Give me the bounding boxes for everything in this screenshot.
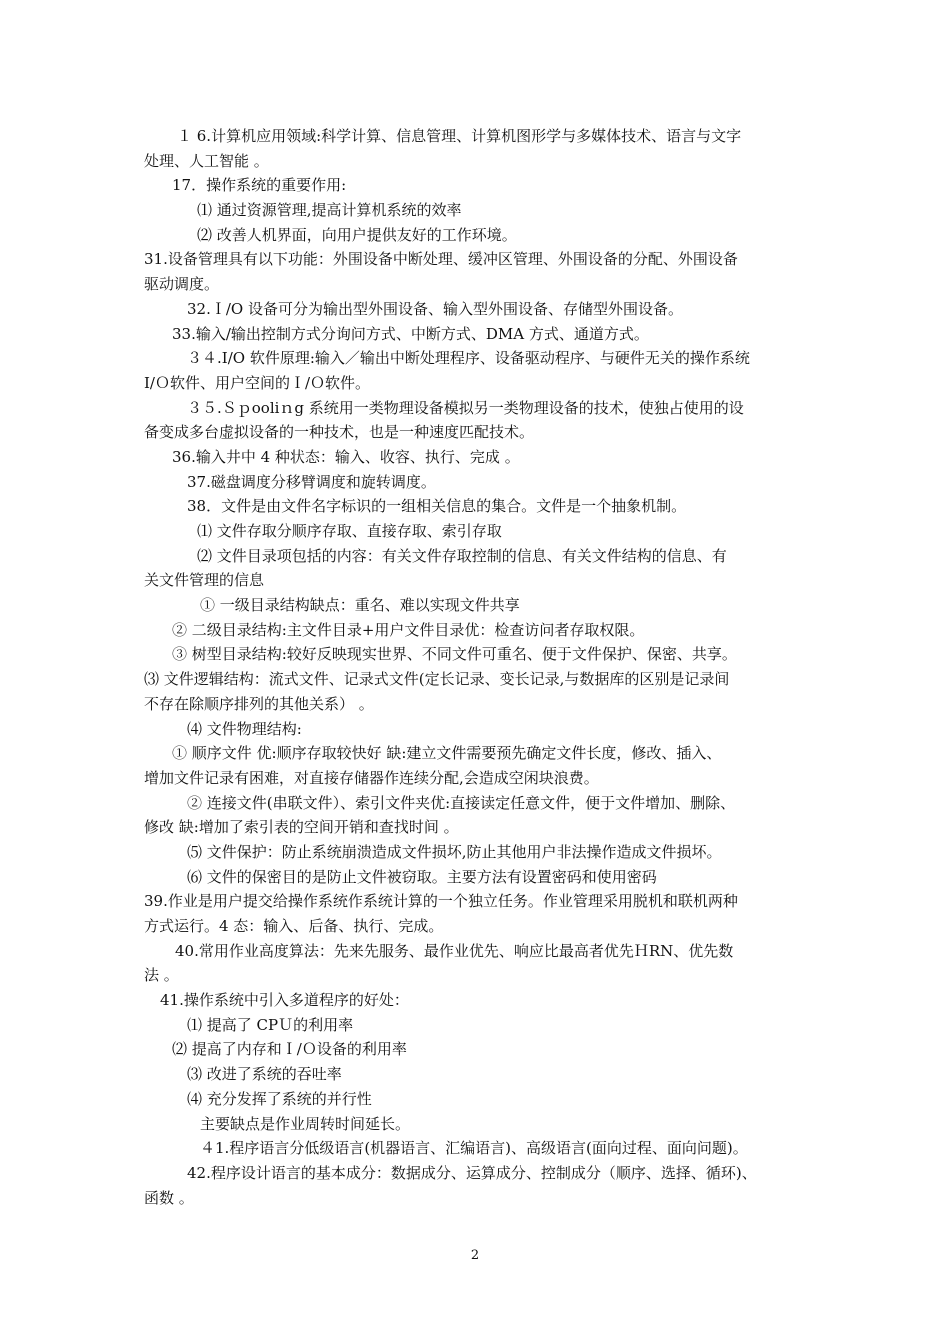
text-line: 38．文件是由文件名字标识的一组相关信息的集合。文件是一个抽象机制。 [187,497,687,516]
text-line: ３５.Ｓｐooliｎg 系统用一类物理设备模拟另一类物理设备的技术，使独占使用的设 [187,398,744,417]
text-line: ① 顺序文件 优:顺序存取较快好 缺:建立文件需要预先确定文件长度，修改、插入、 [172,744,722,763]
text-line: 修改 缺:增加了索引表的空间开销和查找时间 。 [144,818,459,837]
text-line: I/Ｏ软件、用户空间的Ｉ/Ｏ软件。 [144,373,371,392]
text-line: ⑴ 文件存取分顺序存取、直接存取、索引存取 [197,522,502,540]
text-line: 31.设备管理具有以下功能：外围设备中断处理、缓冲区管理、外围设备的分配、外围设备 [144,250,738,269]
text-line: ② 二级目录结构:主文件目录+用户文件目录优：检查访问者存取权限。 [172,620,645,639]
text-line: 不存在除顺序排列的其他关系） 。 [144,694,374,713]
text-line: ⑵ 文件目录项包括的内容：有关文件存取控制的信息、有关文件结构的信息、有 [197,546,727,565]
text-line: ⑷ 文件物理结构: [187,719,302,738]
text-line: ⑷ 充分发挥了系统的并行性 [187,1089,372,1108]
text-line: ⑴ 提高了 CPＵ的利用率 [187,1015,354,1034]
text-line: 37.磁盘调度分移臂调度和旋转调度。 [187,472,436,491]
text-line: ⑵ 改善人机界面，向用户提供友好的工作环境。 [197,225,517,244]
text-line: 驱动调度。 [144,275,220,294]
text-line: ⑸ 文件保护：防止系统崩溃造成文件损坏,防止其他用户非法操作造成文件损坏。 [187,842,722,861]
text-line: 增加文件记录有困难，对直接存储器作连续分配,会造成空闲块浪费。 [144,768,599,787]
text-line: 41.操作系统中引入多道程序的好处： [160,991,409,1010]
text-line: ② 连接文件(串联文件）、索引文件夹优:直接读定任意文件，便于文件增加、删除、 [187,793,736,812]
text-line: 36.输入井中 4 种状态：输入、收容、执行、完成 。 [172,447,520,466]
text-line: 法 。 [144,966,179,985]
text-line: ⑶ 文件逻辑结构：流式文件、记录式文件(定长记录、变长记录,与数据库的区别是记录间 [144,670,730,689]
text-line: １ 6.计算机应用领域:科学计算、信息管理、计算机图形学与多媒体技术、语言与文字 [177,127,742,145]
text-line: 主要缺点是作业周转时间延长。 [200,1114,411,1133]
text-line: 40.常用作业高度算法：先来先服务、最作业优先、响应比最高者优先ＨRN、优先数 [175,941,734,960]
text-line: ⑶ 改进了系统的吞吐率 [187,1065,342,1084]
text-line: 33.输入/输出控制方式分询问方式、中断方式、DMA 方式、通道方式。 [172,324,649,343]
text-line: 17．操作系统的重要作用: [172,176,347,195]
text-line: 39.作业是用户提交给操作系统作系统计算的一个独立任务。作业管理采用脱机和联机两种 [144,892,738,911]
page-number: 2 [470,1248,480,1263]
text-line: ３４.I/O 软件原理:输入／输出中断处理程序、设备驱动程序、与硬件无关的操作系统 [187,349,750,368]
text-line: ⑹ 文件的保密目的是防止文件被窃取。主要方法有设置密码和使用密码 [187,867,657,886]
text-line: 关文件管理的信息 [144,571,265,590]
body-text [0,124,950,1210]
text-line: 处理、人工智能 。 [144,151,269,170]
text-line: 32.Ｉ/O 设备可分为输出型外围设备、输入型外围设备、存储型外围设备。 [187,299,683,318]
text-line: 备变成多台虚拟设备的一种技术，也是一种速度匹配技术。 [144,423,535,442]
text-line: ⑵ 提高了内存和Ｉ/Ｏ设备的利用率 [172,1040,407,1059]
text-line: 函数 。 [144,1188,194,1207]
text-line: ③ 树型目录结构:较好反映现实世界、不同文件可重名、便于文件保护、保密、共享。 [172,645,737,664]
text-line: ４1.程序语言分低级语言(机器语言、汇编语言)、高级语言(面向过程、面向问题)。 [200,1139,748,1158]
text-line: ⑴ 通过资源管理,提高计算机系统的效率 [197,201,462,220]
text-line: ① 一级目录结构缺点：重名、难以实现文件共享 [200,596,520,615]
text-line: 42.程序设计语言的基本成分：数据成分、运算成分、控制成分（顺序、选择、循环)、 [187,1163,757,1182]
text-line: 方式运行。4 态：输入、后备、执行、完成。 [144,917,444,935]
